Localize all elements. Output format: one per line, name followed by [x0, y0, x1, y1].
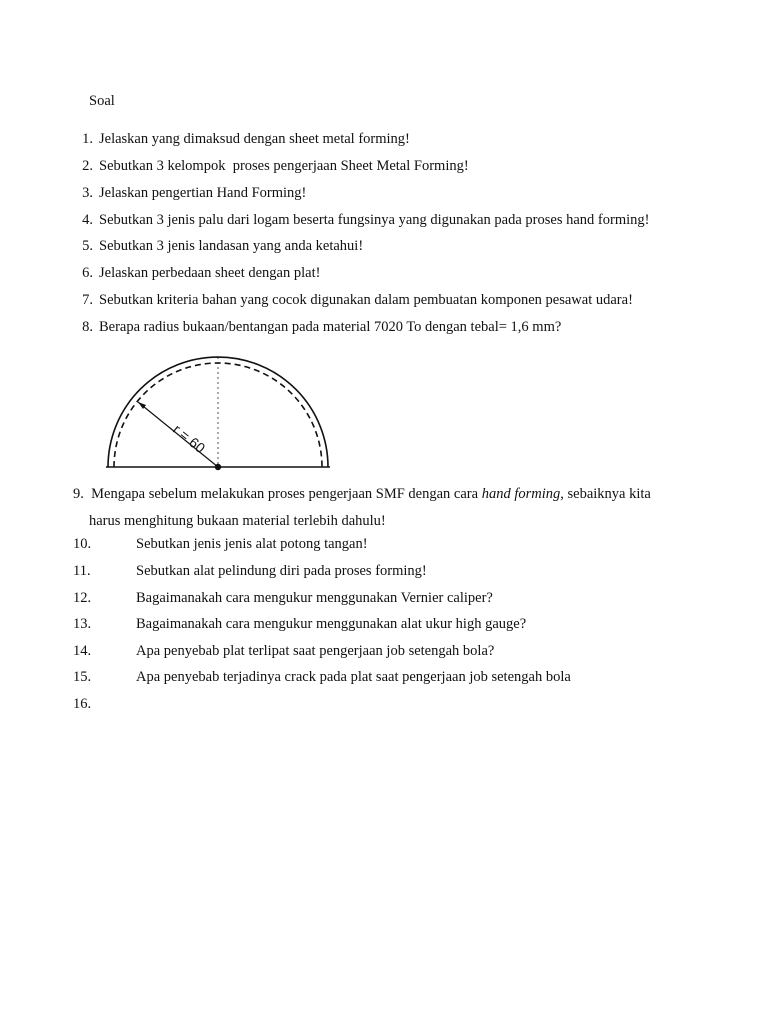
document-title: Soal	[89, 93, 115, 109]
question-number: 2.	[82, 158, 93, 174]
question-text: Berapa radius bukaan/bentangan pada material 7020 To dengan tebal= 1,6 mm?	[99, 319, 562, 335]
radius-label: r = 60	[170, 420, 209, 457]
question-number: 5.	[82, 238, 93, 254]
question-text: , sebaiknya kita	[560, 486, 651, 502]
question-text-line2: harus menghitung bukaan material terlebih dahulu!	[89, 513, 386, 529]
question-text-italic: hand forming	[481, 486, 561, 502]
question-number: 3.	[82, 185, 93, 201]
question-text: Sebutkan 3 jenis landasan yang anda ketahui!	[99, 238, 364, 254]
question-number: 8.	[82, 319, 93, 335]
question-text: Jelaskan yang dimaksud dengan sheet metal forming!	[99, 131, 410, 147]
question-number: 7.	[82, 292, 93, 308]
question-number: 6.	[82, 265, 93, 281]
question-text: Bagaimanakah cara mengukur menggunakan Vernier caliper?	[136, 590, 493, 606]
question-text: Jelaskan pengertian Hand Forming!	[99, 185, 307, 201]
question-text: Sebutkan alat pelindung diri pada proses forming!	[136, 563, 427, 579]
question-text: Sebutkan jenis jenis alat potong tangan!	[136, 536, 368, 552]
question-text: Mengapa sebelum melakukan proses pengerjaan SMF dengan cara	[91, 486, 482, 502]
question-text: Sebutkan 3 kelompok proses pengerjaan Sheet Metal Forming!	[99, 158, 469, 174]
question-text: Apa penyebab terjadinya crack pada plat saat pengerjaan job setengah bola	[136, 669, 571, 685]
question-number: 4.	[82, 212, 93, 228]
center-point	[215, 464, 221, 470]
question-text: Bagaimanakah cara mengukur menggunakan alat ukur high gauge?	[136, 616, 527, 632]
question-number: 9.	[73, 486, 84, 502]
question-text: Apa penyebab plat terlipat saat pengerjaan job setengah bola?	[136, 643, 495, 659]
question-item-9	[73, 481, 651, 529]
question-text: Jelaskan perbedaan sheet dengan plat!	[99, 265, 321, 281]
question-text: Sebutkan 3 jenis palu dari logam beserta fungsinya yang digunakan pada proses hand forming!	[99, 212, 650, 228]
question-number: 1.	[82, 131, 93, 147]
semicircle-diagram	[100, 355, 340, 475]
question-text: Sebutkan kriteria bahan yang cocok digunakan dalam pembuatan komponen pesawat udara!	[99, 292, 633, 308]
document-page: Soal 1. Jelaskan yang dimaksud dengan sheet metal forming! 2. Sebutkan 3 kelompok proses pengerjaan Sheet Metal Forming! 3. Jelaskan pengertian Hand Forming! 4. Sebutkan 3 jenis palu dari logam beserta fungsinya yang digunakan pada proses hand forming! 5. Sebutkan 3 jenis landasan yang anda ketahui! 6. Jelaskan perbedaan sheet dengan plat! 7. Sebutkan kriteria bahan yang cocok digunakan dalam pembuatan komponen pesawat udara! 8. Berapa radius bukaan/bentangan pada material 7020 To dengan tebal= 1,6 mm? r = 60 9. Mengapa sebelum melakukan proses pengerjaan SMF dengan cara hand forming, sebaiknya kita harus menghitung bukaan material terlebih dahulu! 10. Sebutkan jenis jenis alat potong tangan! 11. Sebutkan alat pelindung diri pada proses forming! 12. Bagaimanakah cara mengukur menggunakan Vernier caliper? 13. Bagaimanakah cara mengukur menggunakan alat ukur high gauge? 14. Apa penyebab plat terlipat saat pengerjaan job setengah bola? 15. Apa penyebab terjadinya crack pada plat saat pengerjaan job setengah bola 16.	[0, 0, 768, 1024]
